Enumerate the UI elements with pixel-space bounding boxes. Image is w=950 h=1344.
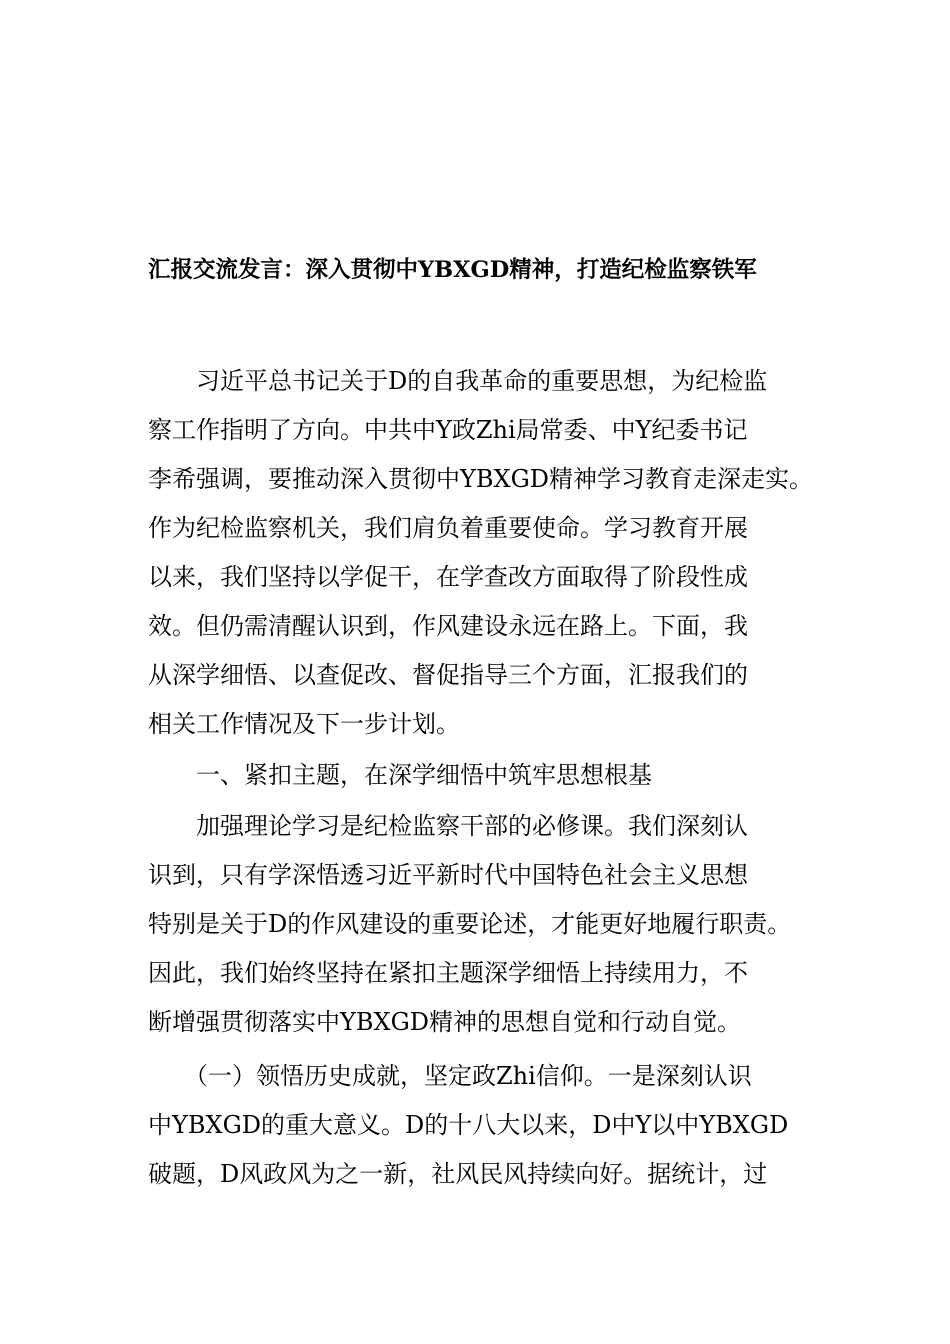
body-line-4: 作为纪检监察机关，我们肩负着重要使命。学习教育开展 [148, 514, 748, 542]
body-line-8: 相关工作情况及下一步计划。 [148, 710, 460, 738]
body-line-13: 因此，我们始终坚持在紧扣主题深学细悟上持续用力，不 [148, 959, 748, 987]
body-line-15: （一）领悟历史成就，坚定政Zhi信仰。一是深刻认识 [148, 1062, 752, 1090]
body-line-11: 识到，只有学深悟透习近平新时代中国特色社会主义思想 [148, 861, 748, 889]
body-line-7: 从深学细悟、以查促改、督促指导三个方面，汇报我们的 [148, 661, 748, 689]
body-line-2: 察工作指明了方向。中共中Y政Zhi局常委、中Y纪委书记 [148, 416, 748, 444]
body-line-12: 特别是关于D的作风建设的重要论述，才能更好地履行职责。 [148, 910, 792, 938]
body-line-17: 破题，D风政风为之一新，社风民风持续向好。据统计，过 [148, 1160, 768, 1188]
body-line-14: 断增强贯彻落实中YBXGD精神的思想自觉和行动自觉。 [148, 1008, 741, 1036]
body-line-3: 李希强调，要推动深入贯彻中YBXGD精神学习教育走深走实。 [148, 465, 813, 493]
body-line-10: 加强理论学习是纪检监察干部的必修课。我们深刻认 [148, 812, 748, 840]
body-line-6: 效。但仍需清醒认识到，作风建设永远在路上。下面，我 [148, 612, 748, 640]
body-line-1: 习近平总书记关于D的自我革命的重要思想，为纪检监 [148, 367, 768, 395]
body-line-5: 以来，我们坚持以学促干，在学查改方面取得了阶段性成 [148, 563, 748, 591]
body-line-16: 中YBXGD的重大意义。D的十八大以来，D中Y以中YBXGD [148, 1111, 789, 1139]
document-title: 汇报交流发言：深入贯彻中YBXGD精神，打造纪检监察铁军 [148, 257, 757, 283]
section-heading-1: 一、紧扣主题，在深学细悟中筑牢思想根基 [148, 761, 652, 789]
